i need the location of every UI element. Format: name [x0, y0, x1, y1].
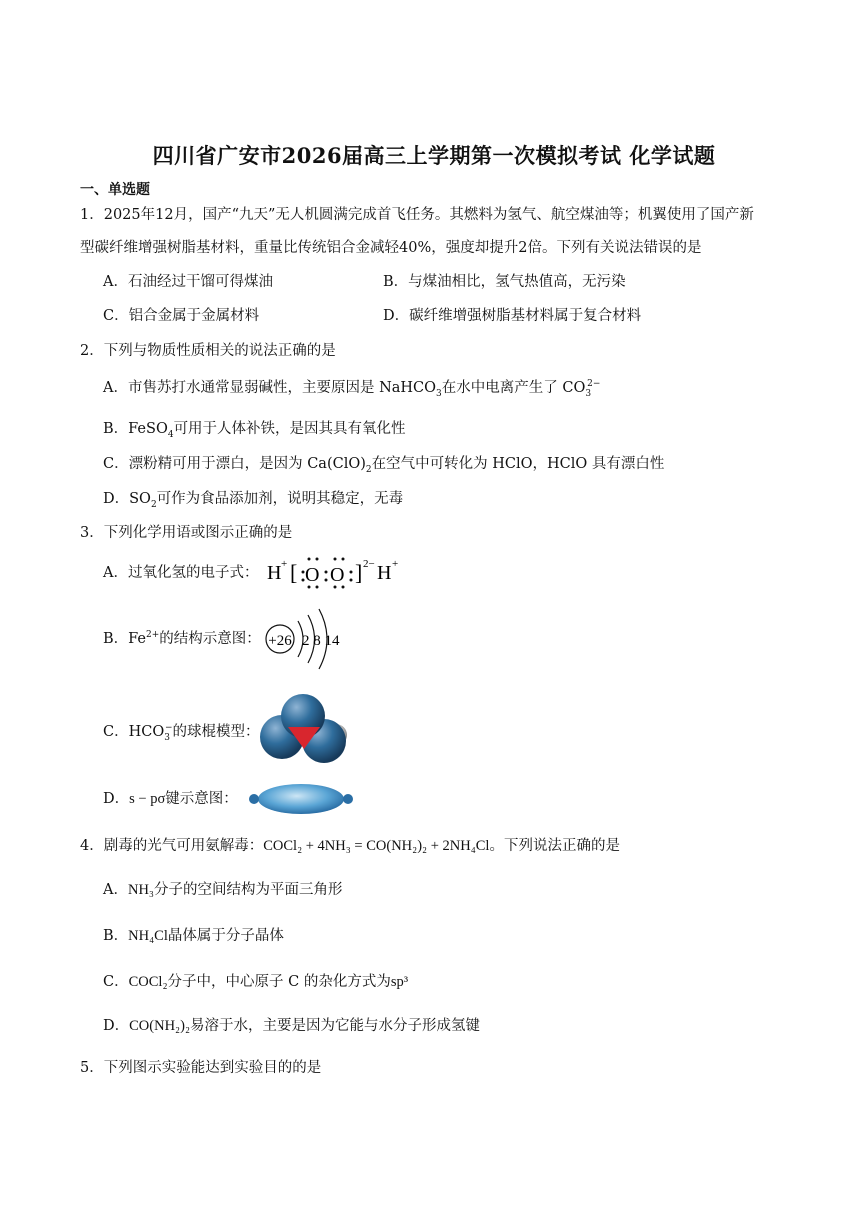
q3-c-text: C．HCO: [103, 724, 165, 740]
q2-a-sub: 3: [436, 388, 442, 399]
q5-stem: 5．下列图示实验能达到实验目的的是: [80, 1060, 322, 1076]
hco3-ball-model: [258, 693, 358, 768]
shell-electrons: 2 8 14: [302, 633, 340, 649]
q2-a-text: A．市售苏打水通常显弱碱性，主要原因是 NaHCO: [103, 380, 437, 396]
q2-option-b: [103, 419, 406, 439]
q1-option-a: A．石油经过干馏可得煤油: [103, 274, 273, 290]
atom-left: [249, 794, 259, 804]
q2-c-text: C．漂粉精可用于漂白，是因为 Ca(ClO): [103, 456, 366, 472]
q1-option-d: D．碳纤维增强树脂基材料属于复合材料: [383, 308, 642, 324]
ef-o2: O: [330, 564, 345, 586]
q3-d-text2: 键示意图：: [165, 791, 238, 807]
atom-right: [343, 794, 353, 804]
q2-stem: 2．下列与物质性质相关的说法正确的是: [80, 343, 336, 359]
q4-b-formula: NH₄Cl: [128, 928, 168, 944]
q2-c-text2: 在空气中可转化为 HClO，HClO 具有漂白性: [371, 456, 665, 472]
h2o2-electron-formula: [265, 553, 410, 589]
q4-option-c: [103, 972, 408, 992]
q1-stem-line1: 1．2025年12月，国产“九天”无人机圆满完成首飞任务。其燃料为氢气、航空煤油等；机翼使用了国产新: [80, 207, 754, 223]
q4-stem: [80, 836, 620, 856]
q1-stem-line2: 型碳纤维增强树脂基材料，重量比传统铝合金减轻40%，强度却提升2倍。下列有关说法错误的是: [80, 240, 702, 256]
q4-d-text: 易溶于水，主要是因为它能与水分子形成氢键: [190, 1018, 480, 1034]
q3-option-a: A．过氧化氢的电子式：: [103, 565, 259, 581]
q3-c-sup: −: [164, 723, 173, 734]
q3-c-sub: 3: [164, 732, 170, 743]
fe-ion-structure-diagram: [264, 603, 354, 675]
q3-d-formula: s − pσ: [129, 791, 166, 807]
q4-c-formula: COCl₂: [128, 974, 168, 990]
q3-option-c: [103, 722, 260, 742]
sigma-lobe: [258, 784, 344, 814]
q2-b-text2: 可用于人体补铁，是因其具有氧化性: [173, 421, 406, 437]
q4-b-text: 晶体属于分子晶体: [167, 928, 284, 944]
q2-a-text2: 在水中电离产生了 CO: [441, 380, 586, 396]
ef-bracket-right: ]: [355, 560, 363, 585]
s-p-sigma-bond-diagram: [244, 780, 358, 818]
q3-option-b: [103, 629, 261, 649]
ef-h1: H: [267, 562, 282, 584]
q4-c-label: C．: [103, 974, 129, 990]
q4-c-text: 分子中，中心原子 C 的杂化方式为: [167, 974, 391, 990]
q3-b-text: B．Fe: [103, 631, 147, 647]
q4-option-d: [103, 1016, 480, 1036]
q4-d-formula: CO(NH₂)₂: [129, 1018, 190, 1034]
ef-plus1: +: [281, 558, 288, 570]
q4-b-label: B．: [103, 928, 129, 944]
q3-d-text: D．: [103, 791, 130, 807]
q4-c-formula2: sp³: [390, 974, 409, 990]
ef-o1: O: [305, 564, 320, 586]
q4-equation: COCl₂ + 4NH₃ = CO(NH₂)₂ + 2NH₄Cl: [263, 838, 490, 854]
q4-option-a: [103, 880, 342, 900]
q2-b-sub: 4: [167, 429, 174, 440]
ef-plus2: +: [392, 558, 399, 570]
q3-stem: 3．下列化学用语或图示正确的是: [80, 525, 293, 541]
ef-bracket-left: [: [290, 560, 298, 585]
q2-a-sub2: 3: [585, 388, 592, 399]
q2-d-text: D．SO: [103, 491, 151, 507]
q4-option-b: [103, 926, 284, 946]
nucleus-label: +26: [268, 633, 292, 649]
q4-a-formula: NH₃: [127, 882, 154, 898]
q2-a-sup2: 2−: [587, 379, 601, 390]
q4-stem-text2: 。下列说法正确的是: [489, 838, 620, 854]
q2-option-a: [103, 378, 600, 398]
q3-b-sup: 2+: [146, 630, 160, 641]
q1-option-b: B．与煤油相比，氢气热值高，无污染: [383, 274, 626, 290]
q3-option-d: [103, 789, 238, 809]
q4-stem-text: 4．剧毒的光气可用氨解毒：: [80, 838, 264, 854]
page-title: 四川省广安市2026届高三上学期第一次模拟考试 化学试题: [152, 143, 716, 168]
q3-c-text2: 的球棍模型：: [172, 724, 260, 740]
q2-d-sub: 2: [150, 499, 157, 510]
q2-option-d: [103, 489, 403, 509]
q1-option-c: C．铝合金属于金属材料: [103, 308, 260, 324]
q4-d-label: D．: [103, 1018, 130, 1034]
q2-b-text: B．FeSO: [103, 421, 168, 437]
q3-b-text2: 的结构示意图：: [159, 631, 261, 647]
q4-a-label: A．: [103, 882, 128, 898]
q2-c-sub: 2: [365, 464, 372, 475]
section-heading: 一、单选题: [80, 182, 150, 198]
q4-a-text: 分子的空间结构为平面三角形: [153, 882, 343, 898]
q2-option-c: [103, 454, 664, 474]
ef-h2: H: [377, 562, 392, 584]
q2-d-text2: 可作为食品添加剂，说明其稳定，无毒: [156, 491, 404, 507]
ef-charge: 2−: [363, 558, 375, 570]
